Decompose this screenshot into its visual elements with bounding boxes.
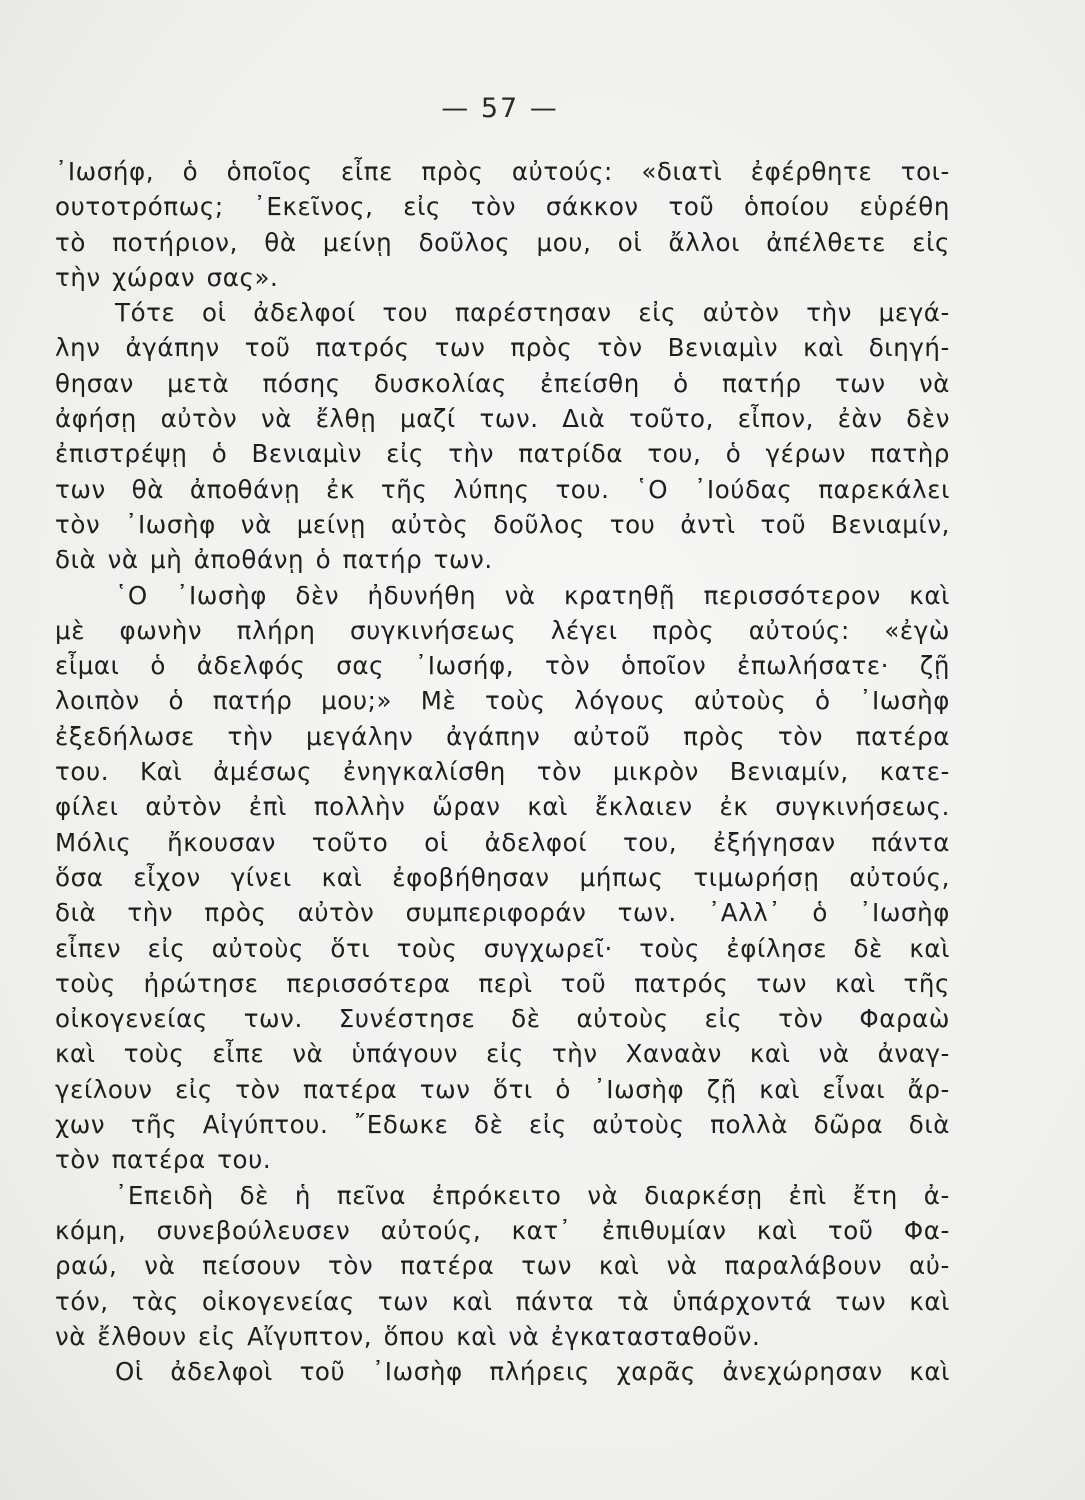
text-line: ἐξεδήλωσε τὴν μεγάλην ἀγάπην αὐτοῦ πρὸς τὸν πατέρα <box>55 721 950 751</box>
text-line: του. Καὶ ἀμέσως ἐνηγκαλίσθη τὸν μικρὸν Βενιαμίν, κατε- <box>55 757 950 787</box>
text-line: φίλει αὐτὸν ἐπὶ πολλὴν ὥραν καὶ ἔκλαιεν ἐκ συγκινήσεως. <box>55 792 950 822</box>
text-line: διὰ τὴν πρὸς αὐτὸν συμπεριφοράν των. ᾿Αλλ᾿ ὁ ᾿Ιωσὴφ <box>55 898 950 928</box>
text-line: θησαν μετὰ πόσης δυσκολίας ἐπείσθη ὁ πατήρ των νὰ <box>55 368 950 398</box>
text-line: τὸν ᾿Ιωσὴφ νὰ μείνῃ αὐτὸς δοῦλος του ἀντὶ τοῦ Βενιαμίν, <box>55 509 950 539</box>
text-line: διὰ νὰ μὴ ἀποθάνῃ ὁ πατήρ των. <box>55 545 493 575</box>
text-line: ἀφήσῃ αὐτὸν νὰ ἔλθῃ μαζί των. Διὰ τοῦτο, εἶπον, ἐὰν δὲν <box>55 404 950 434</box>
text-line: Οἱ ἀδελφοὶ τοῦ ᾿Ιωσὴφ πλήρεις χαρᾶς ἀνεχώρησαν καὶ <box>115 1357 950 1387</box>
text-line: λοιπὸν ὁ πατήρ μου;» Μὲ τοὺς λόγους αὐτοὺς ὁ ᾿Ιωσὴφ <box>55 686 950 716</box>
text-line: τοὺς ἠρώτησε περισσότερα περὶ τοῦ πατρός των καὶ τῆς <box>55 968 950 998</box>
text-line: μὲ φωνὴν πλήρη συγκινήσεως λέγει πρὸς αὐτούς: «ἐγὼ <box>55 615 950 645</box>
text-line: τὴν χώραν σας». <box>55 262 279 292</box>
text-line: εἶμαι ὁ ἀδελφός σας ᾿Ιωσήφ, τὸν ὁποῖον ἐπωλήσατε· ζῇ <box>55 651 950 681</box>
page-number: — 57 — <box>441 93 559 124</box>
text-line: καὶ τοὺς εἶπε νὰ ὑπάγουν εἰς τὴν Χαναὰν καὶ νὰ ἀναγ- <box>55 1039 950 1069</box>
text-line: ραώ, νὰ πείσουν τὸν πατέρα των καὶ νὰ παραλάβουν αὐ- <box>55 1251 950 1281</box>
text-line: ᾿Επειδὴ δὲ ἡ πεῖνα ἐπρόκειτο νὰ διαρκέσῃ ἐπὶ ἔτη ἀ- <box>115 1180 950 1210</box>
body-text <box>55 154 950 1389</box>
text-line: λην ἀγάπην τοῦ πατρός των πρὸς τὸν Βενιαμὶν καὶ διηγή- <box>55 333 950 363</box>
text-line: τόν, τὰς οἰκογενείας των καὶ πάντα τὰ ὑπάρχοντά των καὶ <box>55 1286 950 1316</box>
text-line: χων τῆς Αἰγύπτου. ῎Εδωκε δὲ εἰς αὐτοὺς πολλὰ δῶρα διὰ <box>55 1110 950 1140</box>
text-line: των θὰ ἀποθάνῃ ἐκ τῆς λύπης του. ῾Ο ᾿Ιούδας παρεκάλει <box>55 474 950 504</box>
text-line: τὸν πατέρα του. <box>55 1145 272 1175</box>
text-line: ῾Ο ᾿Ιωσὴφ δὲν ἠδυνήθη νὰ κρατηθῇ περισσότερον καὶ <box>115 580 950 610</box>
text-line: ουτοτρόπως; ᾿Εκεῖνος, εἰς τὸν σάκκον τοῦ ὁποίου εὑρέθη <box>55 192 950 222</box>
text-line: τὸ ποτήριον, θὰ μείνῃ δοῦλος μου, οἱ ἄλλοι ἀπέλθετε εἰς <box>55 227 950 257</box>
text-line: γείλουν εἰς τὸν πατέρα των ὅτι ὁ ᾿Ιωσὴφ ζῇ καὶ εἶναι ἄρ- <box>55 1074 950 1104</box>
text-line: ἐπιστρέψῃ ὁ Βενιαμὶν εἰς τὴν πατρίδα του, ὁ γέρων πατὴρ <box>55 439 950 469</box>
text-line: κόμη, συνεβούλευσεν αὐτούς, κατ᾿ ἐπιθυμίαν καὶ τοῦ Φα- <box>55 1215 950 1245</box>
text-line: ᾿Ιωσήφ, ὁ ὁποῖος εἶπε πρὸς αὐτούς: «διατὶ ἐφέρθητε τοι- <box>55 157 950 186</box>
text-line: Μόλις ἤκουσαν τοῦτο οἱ ἀδελφοί του, ἐξήγησαν πάντα <box>55 827 950 857</box>
text-line: νὰ ἔλθουν εἰς Αἴγυπτον, ὅπου καὶ νὰ ἐγκατασταθοῦν. <box>55 1321 761 1351</box>
text-line: εἶπεν εἰς αὐτοὺς ὅτι τοὺς συγχωρεῖ· τοὺς ἐφίλησε δὲ καὶ <box>55 933 950 963</box>
text-line: οἰκογενείας των. Συνέστησε δὲ αὐτοὺς εἰς τὸν Φαραὼ <box>55 1004 950 1034</box>
text-line: ὅσα εἶχον γίνει καὶ ἐφοβήθησαν μήπως τιμωρήσῃ αὐτούς, <box>55 862 950 892</box>
text-line: Τότε οἱ ἀδελφοί του παρέστησαν εἰς αὐτὸν τὴν μεγά- <box>115 298 950 328</box>
